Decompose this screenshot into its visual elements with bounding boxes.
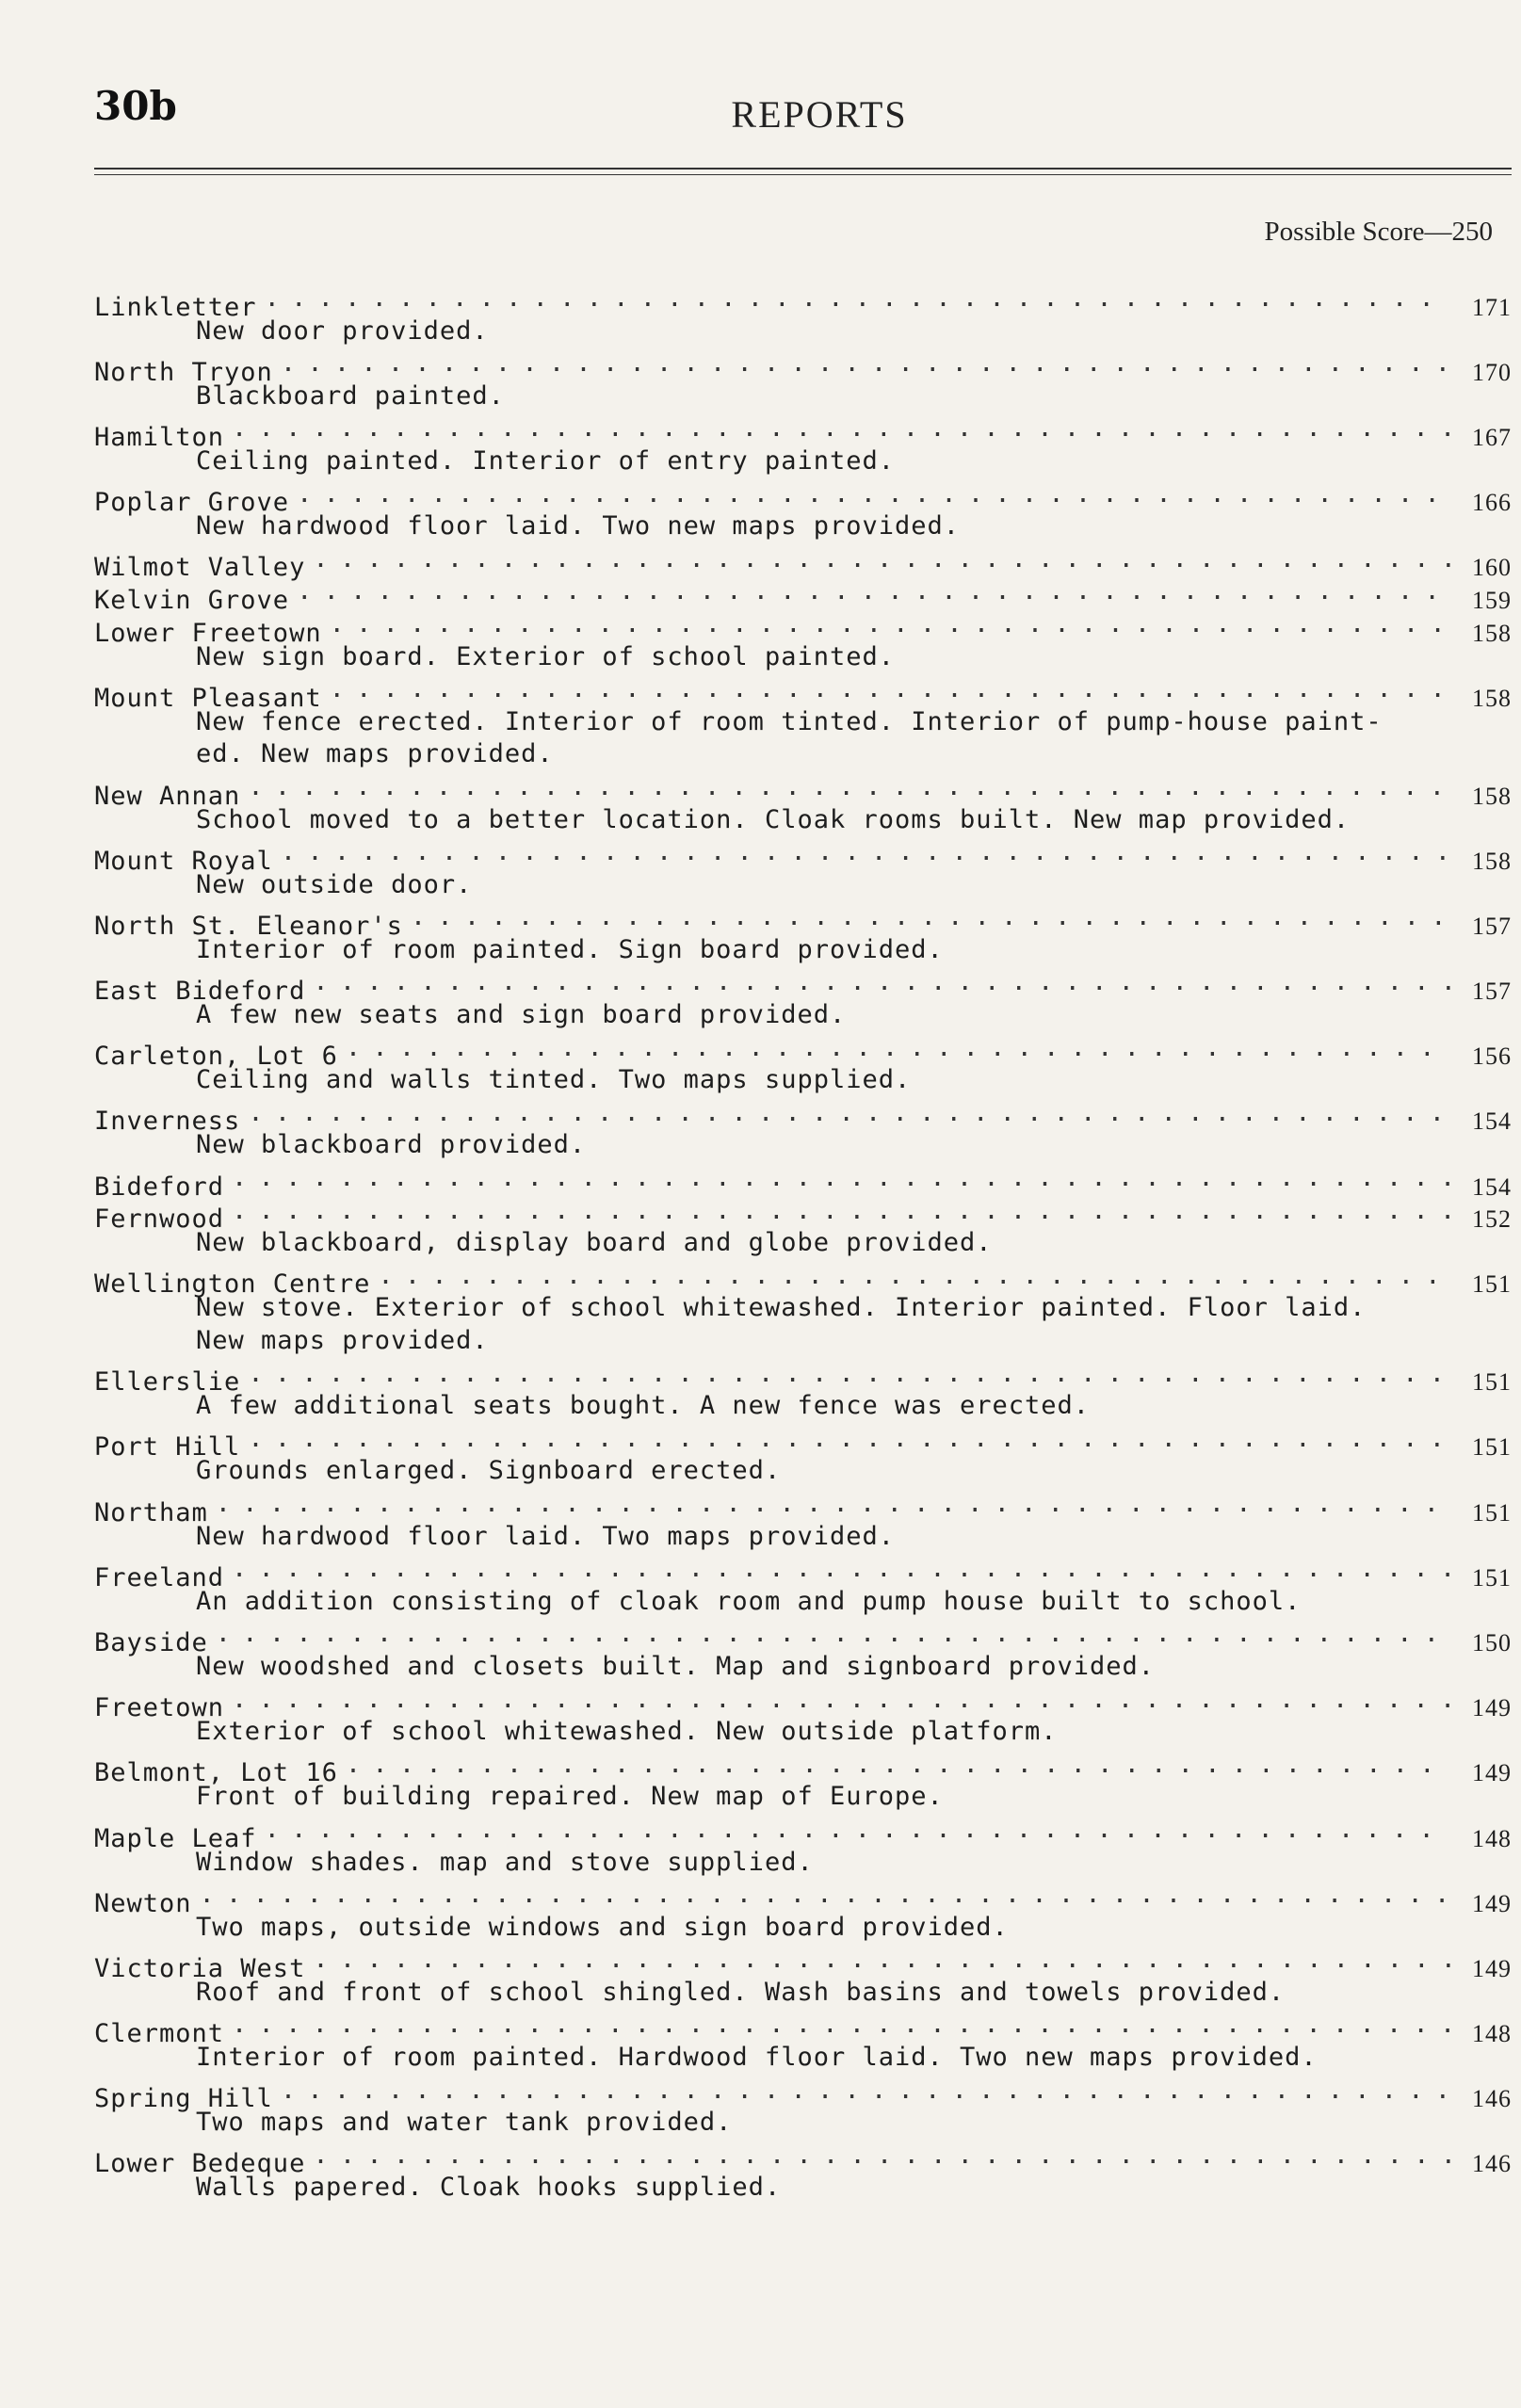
school-score: 158 (1472, 847, 1512, 875)
school-score: 156 (1472, 1042, 1512, 1071)
school-score: 159 (1472, 586, 1512, 614)
school-entry (94, 347, 1512, 387)
school-name: Bideford (94, 1172, 225, 1202)
school-score: 157 (1472, 978, 1512, 1006)
dot-leader (297, 575, 1451, 608)
improvement-note: New sign board. Exterior of school painted. (196, 641, 895, 671)
dot-leader (346, 1032, 1451, 1065)
school-name: Wilmot Valley (94, 553, 306, 583)
school-name: Inverness (94, 1107, 241, 1137)
improvement-note: New woodshed and closets built. Map and signboard provided. (196, 1651, 1156, 1681)
school-name: Belmont, Lot 16 (94, 1758, 338, 1788)
school-entry (94, 2140, 1512, 2179)
school-entry (94, 2009, 1512, 2049)
school-name: North Tryon (94, 357, 273, 387)
school-entry (94, 836, 1512, 876)
school-entry (94, 1032, 1512, 1072)
school-score: 154 (1472, 1107, 1512, 1136)
improvement-note: Window shades. map and stove supplied. (196, 1847, 814, 1877)
school-entry (94, 1749, 1512, 1788)
improvement-note: A few new seats and sign board provided. (196, 1000, 847, 1030)
dot-leader (313, 1944, 1451, 1977)
improvement-note: Roof and front of school shingled. Wash basins and towels provided. (196, 1977, 1286, 2007)
improvement-note: A few additional seats bought. A new fence was erected. (196, 1391, 1091, 1421)
improvement-note: New outside door. (196, 869, 473, 899)
school-name: East Bideford (94, 977, 306, 1007)
school-name: Ellerslie (94, 1367, 241, 1398)
school-entry (94, 1684, 1512, 1723)
dot-leader (330, 673, 1451, 706)
header-rule (94, 168, 1512, 170)
improvement-note: New hardwood floor laid. Two new maps provided. (196, 511, 961, 541)
school-entry (94, 1358, 1512, 1398)
school-name: Kelvin Grove (94, 585, 290, 615)
school-entry (94, 1944, 1512, 1983)
school-entry (94, 1195, 1512, 1235)
dot-leader (248, 1097, 1451, 1130)
school-name: Linkletter (94, 292, 257, 322)
school-score: 148 (1472, 2020, 1512, 2048)
dot-leader (281, 347, 1451, 380)
improvement-note: Interior of room painted. Hardwood floor laid. Two new maps provided. (196, 2043, 1318, 2073)
school-name: Lower Bedeque (94, 2149, 306, 2179)
school-entry (94, 608, 1512, 648)
school-score: 152 (1472, 1205, 1512, 1234)
school-score: 157 (1472, 912, 1512, 940)
school-score: 149 (1472, 1889, 1512, 1917)
school-name: Bayside (94, 1627, 208, 1657)
possible-score: Possible Score—250 (1264, 217, 1493, 247)
school-score: 171 (1472, 293, 1512, 321)
improvement-note: New fence erected. Interior of room tinted. Interior of pump-house paint- (196, 706, 1383, 736)
running-title: REPORTS (731, 93, 908, 136)
dot-leader (411, 901, 1451, 934)
dot-leader (200, 1879, 1451, 1912)
dot-leader (265, 1814, 1451, 1847)
dot-leader (216, 1618, 1451, 1651)
page-number: 30b (94, 83, 177, 129)
dot-leader (232, 1195, 1451, 1228)
school-entry (94, 1260, 1512, 1300)
school-entry (94, 1553, 1512, 1592)
school-score: 149 (1472, 1694, 1512, 1722)
school-entry (94, 1618, 1512, 1657)
improvement-note: New stove. Exterior of school whitewashed. Interior painted. Floor laid. (196, 1293, 1367, 1323)
school-name: Spring Hill (94, 2084, 273, 2114)
dot-leader (346, 1749, 1451, 1782)
improvement-note: Blackboard painted. (196, 380, 505, 411)
dot-leader (216, 1488, 1451, 1521)
dot-leader (248, 1358, 1451, 1391)
school-name: Freeland (94, 1562, 225, 1592)
school-score: 170 (1472, 358, 1512, 386)
school-score: 149 (1472, 1954, 1512, 1982)
school-entry (94, 771, 1512, 811)
school-score: 146 (1472, 2150, 1512, 2178)
dot-leader (281, 2075, 1451, 2108)
improvement-note: Two maps and water tank provided. (196, 2108, 733, 2138)
improvement-note: Exterior of school whitewashed. New outside platform. (196, 1717, 1058, 1747)
dot-leader (281, 836, 1451, 869)
school-name: Clermont (94, 2019, 225, 2049)
school-entry (94, 283, 1512, 322)
school-score-list (94, 283, 1512, 2205)
improvement-note: An addition consisting of cloak room and pump house built to school. (196, 1586, 1302, 1616)
dot-leader (330, 608, 1451, 641)
dot-leader (232, 1684, 1451, 1717)
school-score: 149 (1472, 1759, 1512, 1787)
school-entry (94, 1488, 1512, 1527)
school-entry (94, 1162, 1512, 1202)
school-score: 151 (1472, 1498, 1512, 1527)
improvement-note: Interior of room painted. Sign board provided. (196, 934, 944, 964)
school-name: Lower Freetown (94, 618, 322, 648)
school-name: Newton (94, 1888, 192, 1918)
improvement-note: New hardwood floor laid. Two maps provided. (196, 1521, 895, 1551)
school-name: Mount Pleasant (94, 683, 322, 713)
school-entry (94, 901, 1512, 941)
improvement-note: Ceiling and walls tinted. Two maps supplied. (196, 1065, 912, 1095)
dot-leader (313, 2140, 1451, 2173)
school-score: 151 (1472, 1433, 1512, 1462)
improvement-note: New blackboard, display board and globe provided. (196, 1228, 993, 1258)
improvement-note: Grounds enlarged. Signboard erected. (196, 1456, 782, 1486)
school-entry (94, 1423, 1512, 1463)
school-score: 158 (1472, 782, 1512, 810)
school-entry (94, 543, 1512, 583)
school-entry (94, 412, 1512, 452)
improvement-note: School moved to a better location. Cloak rooms built. New map provided. (196, 804, 1351, 834)
school-score: 146 (1472, 2085, 1512, 2113)
school-entry (94, 1814, 1512, 1853)
dot-leader (248, 771, 1451, 804)
dot-leader (248, 1423, 1451, 1456)
improvement-note: ed. New maps provided. (196, 739, 554, 769)
school-name: North St. Eleanor's (94, 911, 403, 941)
school-name: Freetown (94, 1693, 225, 1723)
dot-leader (378, 1260, 1451, 1293)
dot-leader (313, 966, 1451, 999)
school-name: Mount Royal (94, 846, 273, 876)
school-name: Victoria West (94, 1953, 306, 1983)
dot-leader (297, 478, 1451, 511)
dot-leader (313, 543, 1451, 576)
school-score: 151 (1472, 1270, 1512, 1299)
school-name: Maple Leaf (94, 1823, 257, 1853)
improvement-note: New maps provided. (196, 1326, 489, 1355)
school-score: 166 (1472, 489, 1512, 517)
school-name: Wellington Centre (94, 1269, 371, 1300)
school-name: Hamilton (94, 422, 225, 452)
school-score: 158 (1472, 619, 1512, 647)
improvement-note: New door provided. (196, 315, 489, 346)
improvement-note: Two maps, outside windows and sign board provided. (196, 1912, 1009, 1942)
school-name: Northam (94, 1497, 208, 1527)
school-score: 151 (1472, 1368, 1512, 1397)
school-score: 158 (1472, 684, 1512, 712)
school-entry (94, 478, 1512, 518)
school-entry (94, 673, 1512, 713)
school-score: 154 (1472, 1172, 1512, 1201)
improvement-note: New blackboard provided. (196, 1130, 587, 1160)
school-score: 148 (1472, 1824, 1512, 1852)
school-entry (94, 966, 1512, 1007)
school-entry (94, 575, 1512, 615)
dot-leader (232, 1553, 1451, 1586)
improvement-note: Ceiling painted. Interior of entry painted. (196, 445, 895, 476)
school-score: 167 (1472, 423, 1512, 451)
school-score: 160 (1472, 554, 1512, 582)
school-name: Carleton, Lot 6 (94, 1042, 338, 1072)
school-name: Port Hill (94, 1432, 241, 1463)
header-rule-thin (94, 174, 1512, 175)
school-name: Fernwood (94, 1204, 225, 1235)
school-entry (94, 2075, 1512, 2114)
improvement-note: Walls papered. Cloak hooks supplied. (196, 2173, 782, 2203)
dot-leader (232, 412, 1451, 445)
school-entry (94, 1879, 1512, 1918)
improvement-note: Front of building repaired. New map of Europe. (196, 1782, 944, 1812)
dot-leader (232, 1162, 1451, 1195)
school-name: Poplar Grove (94, 488, 290, 518)
school-entry (94, 1097, 1512, 1137)
school-score: 150 (1472, 1628, 1512, 1657)
dot-leader (232, 2009, 1451, 2042)
dot-leader (265, 283, 1451, 315)
school-score: 151 (1472, 1563, 1512, 1592)
school-name: New Annan (94, 781, 241, 811)
